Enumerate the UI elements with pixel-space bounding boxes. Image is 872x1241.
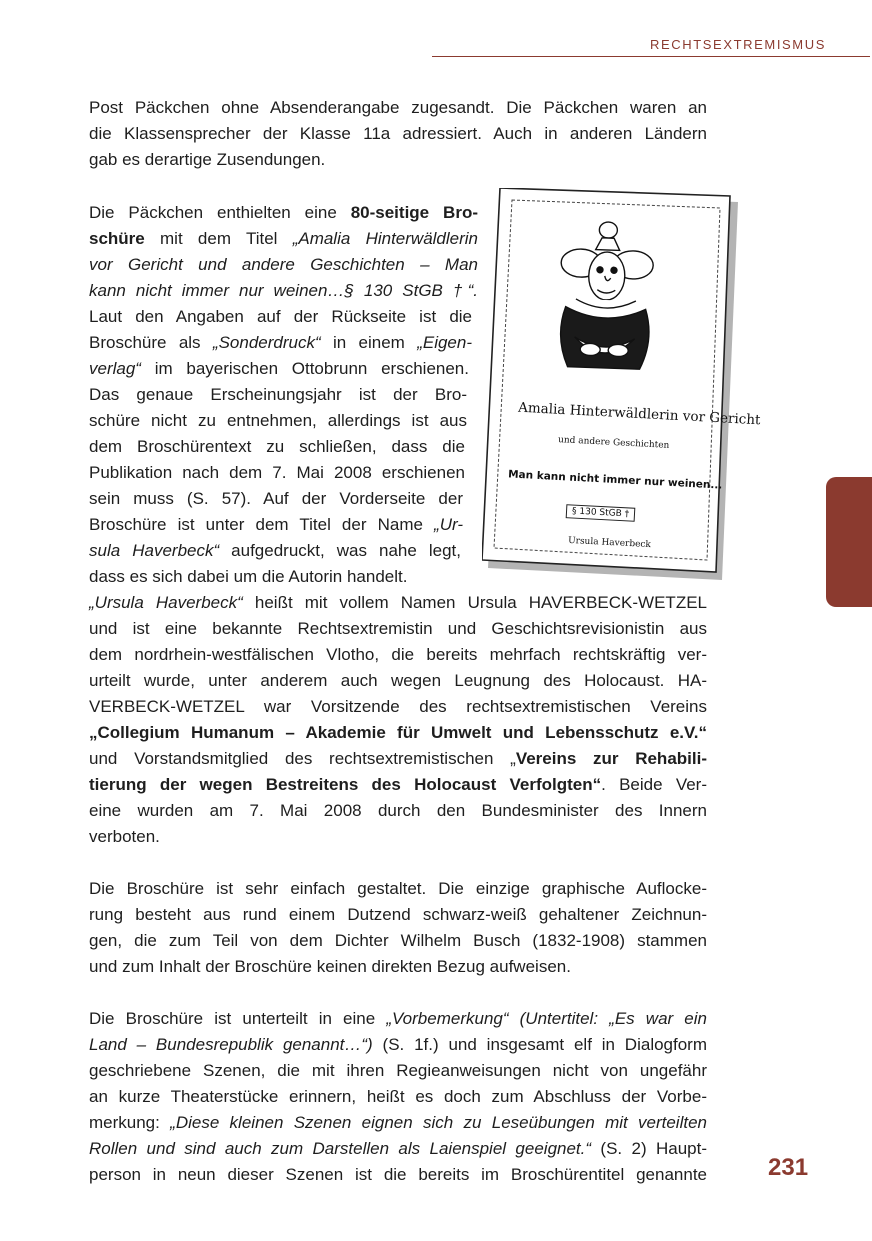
text-line: die Klassensprecher der Klasse 11a adressiert. Auch in anderen Ländern — [89, 124, 707, 143]
brochure-paragraph-box: § 130 StGB † — [566, 504, 636, 522]
text-line: urteilt wurde, unter anderem auch wegen Leugnung des Holocaust. HA- — [89, 671, 707, 690]
text-line: geschriebene Szenen, die mit ihren Regieanweisungen nicht von ungefähr — [89, 1061, 707, 1080]
brochure-title: Amalia Hinterwäldlerin vor Gericht — [517, 399, 761, 429]
chapter-tab — [826, 477, 872, 607]
text-line: und Vorstandsmitglied des rechtsextremistischen „Vereins zur Rehabili- — [89, 749, 707, 768]
text-line: und ist eine bekannte Rechtsextremistin und Geschichtsrevisionistin aus — [89, 619, 707, 638]
text-line: sula Haverbeck“ aufgedruckt, was nahe legt, — [89, 541, 461, 560]
text-line: Rollen und sind auch zum Darstellen als Laienspiel geeignet.“ (S. 2) Haupt- — [89, 1139, 707, 1158]
text-line: Die Päckchen enthielten eine 80-seitige Bro- — [89, 203, 478, 222]
text-line: Broschüre ist unter dem Titel der Name „Ur- — [89, 515, 463, 534]
text-line: vor Gericht und andere Geschichten – Man — [89, 255, 478, 274]
text-line: Broschüre als „Sonderdruck“ in einem „Eigen- — [89, 333, 472, 352]
header-rule — [432, 56, 870, 57]
text-line: „Ursula Haverbeck“ heißt mit vollem Namen Ursula HAVERBECK-WETZEL — [89, 593, 707, 612]
text-line: schüre mit dem Titel „Amalia Hinterwäldlerin — [89, 229, 478, 248]
text-line: Die Broschüre ist unterteilt in eine „Vorbemerkung“ (Untertitel: „Es war ein — [89, 1009, 707, 1028]
text-line: Land – Bundesrepublik genannt…“) (S. 1f.) und insgesamt elf in Dialogform — [89, 1035, 708, 1054]
text-line: Das genaue Erscheinungsjahr ist der Bro- — [89, 385, 467, 404]
text-line: schüre nicht zu entnehmen, allerdings ist aus — [89, 411, 467, 430]
text-line: sein muss (S. 57). Auf der Vorderseite der — [89, 489, 463, 508]
text-line: dem Broschürentext zu schließen, dass die — [89, 437, 465, 456]
text-line: Die Broschüre ist sehr einfach gestaltet. Die einzige graphische Auflocke- — [89, 879, 707, 898]
text-line: und zum Inhalt der Broschüre keinen direkten Bezug aufweisen. — [89, 957, 571, 976]
text-line: an kurze Theaterstücke erinnern, heißt es doch zum Abschluss der Vorbe- — [89, 1087, 707, 1106]
text-line: gen, die zum Teil von dem Dichter Wilhelm Busch (1832-1908) stammen — [89, 931, 707, 950]
text-line: dem nordrhein-westfälischen Vlotho, die bereits mehrfach rechtskräftig ver- — [89, 645, 707, 664]
text-line: person in neun dieser Szenen ist die bereits im Broschürentitel genannte — [89, 1165, 707, 1184]
brochure-tagline: Man kann nicht immer nur weinen... — [507, 468, 723, 492]
text-line: „Collegium Humanum – Akademie für Umwelt und Lebensschutz e.V.“ — [89, 723, 707, 742]
text-line: eine wurden am 7. Mai 2008 durch den Bundesminister des Innern — [89, 801, 707, 820]
text-line: Post Päckchen ohne Absenderangabe zugesandt. Die Päckchen waren an — [89, 98, 707, 117]
text-line: dass es sich dabei um die Autorin handelt. — [89, 567, 408, 586]
text-line: kann nicht immer nur weinen…§ 130 StGB †“. — [89, 281, 478, 300]
brochure-author: Ursula Haverbeck — [567, 535, 652, 551]
text-line: verlag“ im bayerischen Ottobrunn erschienen. — [89, 359, 469, 378]
paragraph-1 — [89, 95, 707, 173]
brochure-cover-image — [482, 188, 761, 580]
brochure-cover-drawing — [482, 188, 744, 580]
brochure-subtitle: und andere Geschichten — [557, 435, 670, 451]
text-line: Laut den Angaben auf der Rückseite ist die — [89, 307, 472, 326]
running-header: RECHTSEXTREMISMUS — [650, 37, 826, 52]
paragraph-4 — [89, 1006, 707, 1188]
text-line: tierung der wegen Bestreitens des Holocaust Verfolgten“. Beide Ver- — [89, 775, 707, 794]
page-number: 231 — [768, 1154, 809, 1181]
text-line: merkung: „Diese kleinen Szenen eignen sich zu Leseübungen mit verteilten — [89, 1113, 707, 1132]
text-line: VERBECK-WETZEL war Vorsitzende des rechtsextremistischen Vereins — [89, 697, 707, 716]
text-line: gab es derartige Zusendungen. — [89, 150, 326, 169]
text-line: Publikation nach dem 7. Mai 2008 erschienen — [89, 463, 465, 482]
text-line: verboten. — [89, 827, 160, 846]
text-line: rung besteht aus rund einem Dutzend schwarz-weiß gehaltener Zeichnun- — [89, 905, 707, 924]
paragraph-3 — [89, 876, 707, 980]
